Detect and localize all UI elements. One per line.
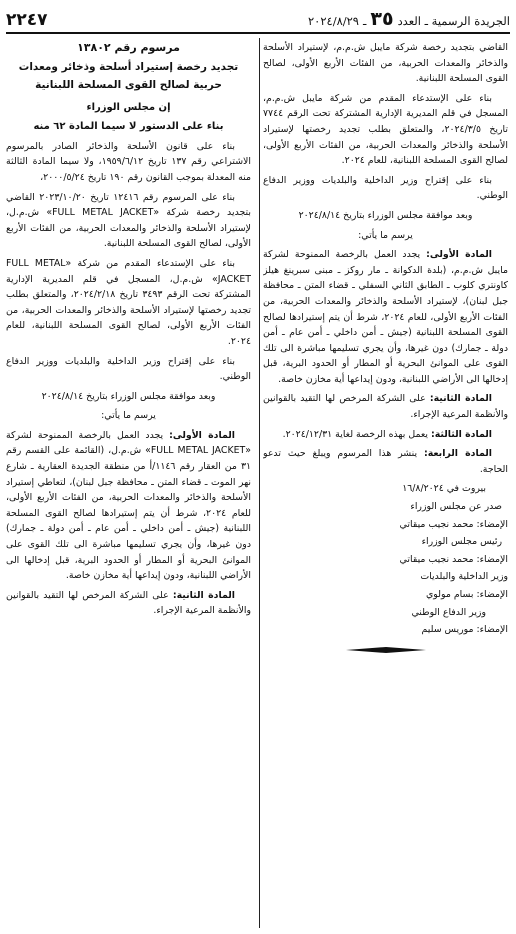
right-column [263,40,508,928]
constitution-basis: بناء على الدستور لا سيما المادة ٦٢ منه [33,121,224,133]
article-4-text: ينشر هذا المرسوم ويبلغ حيث تدعو الحاجة. [263,448,508,475]
article-3 [263,427,508,443]
petition-paragraph-2: بناء على الإستدعاء المقدم من شركة «FULL METAL JACKET» ش.م.ل، المسجل في قلم المديرية الإدارية المشتركة تحت الرقم ٣٤٩٣ تاريخ ٢٠٢٤/٢/١٨، والمتعلق بطلب تجديد رخصتها لإستيراد الأسلحة والذخائر والمعدات الحربية، من الفئات الأربع الأولى، لصالح القوى المسلحة اللبنانية، للعام ٢٠٢٤. [6,257,251,347]
council-heading: إن مجلس الوزراء [86,101,171,113]
decree-intro: يرسم ما يأتي: [358,229,413,241]
decree-title: تجديد رخصة إستيراد أسلحة وذخائر ومعدات حربية لصالح القوى المسلحة اللبنانية [18,60,239,91]
end-of-decree-mark [346,646,426,654]
signature-defense: الإمضاء: موريس سليم [421,624,508,636]
article-4-label: المادة الرابعة: [423,448,492,460]
issued-by: صدر عن مجلس الوزراء [410,501,502,513]
petition-paragraph: بناء على الإستدعاء المقدم من شركة مايبل ش.م.م، المسجل في قلم المديرية الإدارية المشتركة تحت الرقم ٧٧٤٤ تاريخ ٢٠٢٤/٣/٥، والمتعلق بطلب تجديد رخصتها لإستيراد الأسلحة والذخائر والمعدات الحربية، من الفئات الأربع الأولى، لصالح القوى المسلحة اللبنانية، للعام ٢٠٢٤. [263,92,508,167]
article-2-text: على الشركة المرخص لها التقيد بالقوانين والأنظمة المرعية الإجراء. [263,393,508,421]
article-1-text: يجدد العمل بالرخصة الممنوحة لشركة مايبل ش.م.م، (بلدة الدكوانة ـ مار روكز ـ مبنى سبرينغ هيلز كاونتري كلوب ـ الطابق الثاني السفلي ـ قضاء المتن ـ محافظة جبل لبنان)، لإستيراد الأسلحة والذخائر والمعدات الحربية، من الفئات الأربع الأولى، للعام ٢٠٢٤، شرط أن يتم إستيرادها لصالح القوى المسلحة اللبنانية (جيش ـ أمن داخلي ـ أمن عام ـ أمن دولة ـ جمارك) دون غيرها، وأن يجري تسليمها مباشرة الى تلك القوى على الموانئ البحرية أو المطار أو الحدود البرية، قبل إدخالها الى الأراضي اللبنانية، ودون إيداعها أية مخازن خاصة. [263,249,508,385]
article-4 [263,446,508,477]
page-header [6,8,510,30]
previous-decree-paragraph: بناء على المرسوم رقم ١٢٤١٦ تاريخ ٢٠٢٣/١٠/٢٠ القاضي بتجديد رخصة شركة «FULL METAL JACKET» ش.م.ل، لإستيراد الأسلحة والذخائر والمعدات الحربية، من الفئات الأربع الأولى، لصالح القوى المسلحة اللبنانية. [6,191,251,250]
article-2 [263,391,508,422]
decree-intro-2: يرسم ما يأتي: [101,410,156,422]
header-separator: ـ [362,14,367,28]
left-column [6,40,251,928]
pm-title: رئيس مجلس الوزراء [421,536,502,548]
article-1 [263,247,508,387]
article-1-b-text: يجدد العمل بالرخصة الممنوحة لشركة «FULL METAL JACKET» ش.م.ل، (القائمة على القسم رقم ٣١ من العقار رقم ١١٤٦/أ من منطقة الجديدة العقارية ـ شارع نهر الموت ـ قضاء المتن ـ محافظة جبل لبنان)، لتعاطي إستيراد الأسلحة والذخائر والمعدات الحربية، من الفئات الأربع الأولى، للعام ٢٠٢٤، شرط أن يتم إستيرادها لصالح القوى المسلحة اللبنانية (جيش ـ أمن داخلي ـ أمن عام ـ أمن دولة ـ جمارك) دون غيرها، وأن يجري تسليمها مباشرة الى تلك القوى على الموانئ البحرية أو المطار أو الحدود البرية، قبل إدخالها الى الأراضي اللبنانية، ودون إيداعها أية مخازن خاصة. [6,429,251,582]
defense-minister-title: وزير الدفاع الوطني [411,606,486,618]
page-number: ٢٢٤٧ [6,10,48,30]
signature-interior: الإمضاء: بسام مولوي [425,589,508,600]
signature-president-1: الإمضاء: محمد نجيب ميقاتي [399,518,508,530]
article-2-b-label: المادة الثانية: [172,589,236,601]
signature-pm: الإمضاء: محمد نجيب ميقاتي [399,553,508,565]
continued-paragraph: القاضي بتجديد رخصة شركة مايبل ش.م.م، لإستيراد الأسلحة والذخائر والمعدات الحربية، من الفئات الأربع الأولى، لصالح القوى المسلحة اللبنانية. [263,42,508,85]
interior-minister-title: وزير الداخلية والبلديات [420,571,508,583]
article-2-b-text: على الشركة المرخص لها التقيد بالقوانين والأنظمة المرعية الإجراء. [6,589,251,617]
article-1-b-label: المادة الأولى: [169,429,235,441]
article-3-label: المادة الثالثة: [430,428,492,440]
law-paragraph: بناء على قانون الأسلحة والذخائر الصادر بالمرسوم الاشتراعي رقم ١٣٧ تاريخ ١٩٥٩/٦/١٢، ولا سيما المادة الثالثة منه المعدلة بموجب القانون رقم ١٩٠ تاريخ ٢٠٠٠/٥/٢٤، [6,140,251,183]
gazette-name: الجريدة الرسمية ـ العدد [397,14,510,28]
gazette-header-info [308,8,510,30]
place-date: بيروت في ١٦/٨/٢٠٢٤ [402,483,486,495]
proposal-paragraph-2: بناء على إقتراح وزير الداخلية والبلديات ووزير الدفاع الوطني. [6,355,251,383]
proposal-paragraph: بناء على إقتراح وزير الداخلية والبلديات ووزير الدفاع الوطني. [263,174,508,202]
article-2-label: المادة الثانية: [429,393,493,405]
column-divider [259,38,260,928]
article-1-label: المادة الأولى: [426,249,492,261]
approval-line-2: وبعد موافقة مجلس الوزراء بتاريخ ٢٠٢٤/٨/١٤ [41,390,216,402]
approval-line: وبعد موافقة مجلس الوزراء بتاريخ ٢٠٢٤/٨/١٤ [298,209,473,221]
decree-number: مرسوم رقم ١٣٨٠٢ [77,41,180,54]
issue-number: ٣٥ [370,8,394,30]
header-rule [6,32,510,34]
issue-date: ٢٠٢٤/٨/٢٩ [307,14,359,28]
article-1-b [6,428,251,584]
article-2-b [6,588,251,619]
article-3-text: يعمل بهذه الرخصة لغاية ٢٠٢٤/١٢/٣١. [282,428,428,440]
